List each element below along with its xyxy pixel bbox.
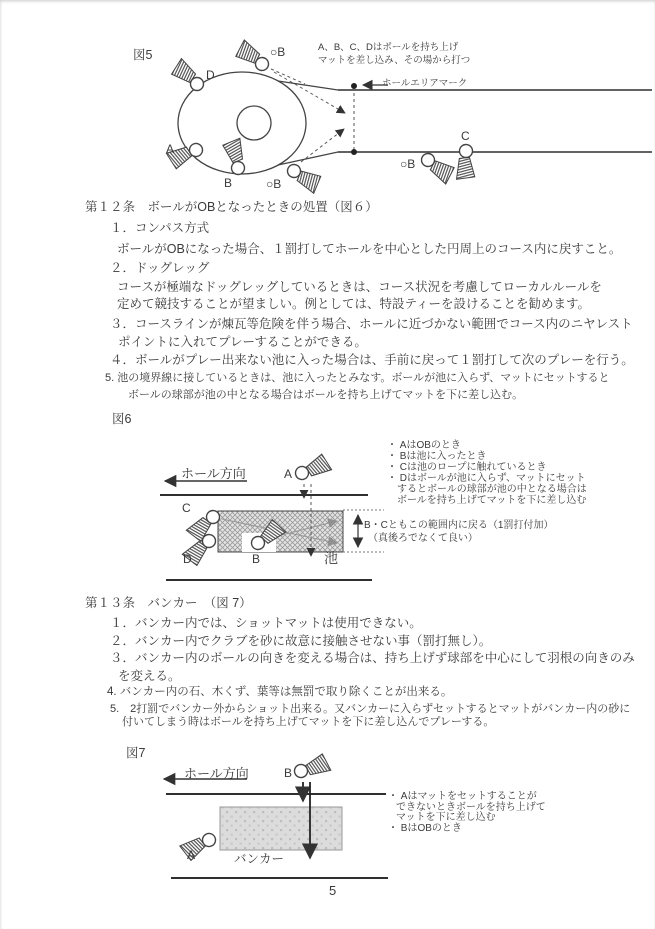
marker-label-a: A [187, 848, 196, 862]
article13-item5: 5. 2打罰でバンカー外からショット出来る。又バンカーに入らずセットするとマットがバンカー内の砂に [110, 703, 631, 715]
article12-item4: ４．ボールがプレー出来ない池に入った場合は、手前に戻って１罰打して次のプレーを行う。 [110, 353, 634, 367]
figure5-caption-line1: A、B、C、Dはボールを持ち上げ [318, 42, 459, 53]
article12-item3-text: ポイントに入れてプレーすることができる。 [118, 335, 367, 349]
ob-return-arrow-bottom [301, 129, 344, 162]
marker-label-b: B [224, 176, 233, 190]
shuttle-icon-d [169, 59, 207, 97]
ob-return-arrow-top [274, 72, 345, 113]
article13-item5-text: 付いてしまう時はボールを持ち上げてマットを下に差し込んでプレーする。 [122, 716, 495, 728]
figure6-note-d3: ボールを持ち上げてマットを下に差し込む [397, 495, 587, 506]
figure7-notes [388, 792, 546, 834]
hole-area-mark-label: ホールエリアマーク [382, 78, 468, 89]
article13-heading: 第１３条 バンカー （図 7） [85, 596, 252, 610]
article13-item4: 4. バンカー内の石、木くず、葉等は無罰で取り除くことが出来る。 [107, 686, 453, 698]
marker-label-a: A [284, 467, 293, 481]
article12-heading: 第１２条 ボールがOBとなったときの処置（図６） [85, 200, 378, 214]
figure7-label: 図7 [126, 746, 146, 760]
page-number: 5 [329, 883, 337, 898]
shuttle-icon-ob-top [233, 40, 272, 77]
article13-item1: １．バンカー内では、ショットマットは使用できない。 [110, 616, 422, 630]
marker-label-d: D [206, 68, 215, 82]
figure6-note-a: ・ AはOBのとき [387, 440, 461, 451]
figure6-note-d2: するとボールの球部が池の中となる場合は [397, 484, 587, 495]
article12-item2-text2: 定めて競技することが望ましい。例としては、特設ティーを設けることを勧めます。 [117, 297, 591, 311]
figure7-note-b: ・ BはOBのとき [388, 822, 462, 834]
pond-label: 池 [324, 550, 338, 566]
marker-label-c: C [182, 501, 191, 515]
marker-label-b: B [252, 552, 261, 566]
bunker-label: バンカー [234, 852, 285, 866]
shuttle-icon-a [292, 453, 332, 482]
article12-item2-text1: コースが極端なドッグレッグしているときは、コース状況を考慮してローカルルールを [117, 280, 602, 294]
shuttle-icon-c [456, 144, 477, 181]
figure7-note-a3: マットを下に差し込む [396, 812, 496, 823]
article13-item2: ２．バンカー内でクラブを砂に故意に接触させない事（罰打無し）。 [110, 634, 492, 648]
figure5-caption [318, 41, 470, 67]
ob-return-dash-1 [271, 69, 305, 84]
article12-item1: １．コンパス方式 [110, 221, 210, 235]
shuttle-icon-b [292, 753, 331, 780]
marker-label-ob-right: ○B [400, 157, 416, 171]
article12-item2: ２．ドッグレッグ [110, 261, 210, 275]
marker-label-ob-top: ○B [270, 45, 286, 59]
article12-item5: 5. 池の境界線に接しているときは、池に入ったとみなす。ボールが池に入らず、マットにセットすると [105, 372, 610, 384]
shuttle-icon-b [222, 138, 246, 176]
article12-item5-text: ボールの球部が池の中となる場合はボールを持ち上げてマットを下に差し込む。 [128, 389, 524, 401]
figure5-caption-line2: マットを差し込み、その場から打つ [318, 55, 471, 66]
figure6-range-note-line1: B・Cともこの範囲内に戻る（1罰打付加） [364, 520, 554, 531]
marker-label-ob-bottom: ○B [266, 177, 282, 191]
figure6-hole-direction: ホール方向 [181, 466, 246, 481]
figure6-range-note-line2: （真後ろでなくて良い） [368, 533, 478, 544]
figure5-label: 図5 [133, 48, 153, 62]
hole-circle [237, 106, 271, 140]
article13-item3: ３．バンカー内のボールの向きを変える場合は、持ち上げず球部を中心にして羽根の向きのみ [110, 651, 635, 665]
bunker-area [220, 807, 342, 850]
shuttle-icon-ob-right [419, 147, 458, 184]
marker-label-d: D [183, 552, 192, 566]
figure6-note-d: ・ Dはボールが池に入らず、マットにセット [387, 473, 586, 484]
article13-item3-text: を変える。 [118, 669, 181, 683]
figure6-notes [387, 440, 587, 506]
article12-item1-text: ボールがOBになった場合、１罰打してホールを中心とした円周上のコース内に戻すこと。 [117, 242, 622, 256]
shuttle-icon-ob-bottom [285, 158, 324, 193]
marker-label-c: C [461, 129, 470, 143]
marker-label-a: A [166, 142, 175, 156]
hole-area-mark-dot-top [351, 83, 357, 89]
figure6-range-note [364, 519, 553, 545]
shuttle-icon-a [180, 831, 220, 862]
figure6-label: 図6 [112, 412, 132, 426]
funnel-lines [278, 81, 338, 165]
article12-item3: ３．コースラインが煉瓦等危険を伴う場合、ホールに近づかない範囲でコース内のニヤレスト [110, 317, 633, 331]
figure7-hole-direction: ホール方向 [184, 766, 249, 781]
figure7-note-a2: できないときボールを持ち上げて [396, 801, 546, 813]
marker-label-b: B [284, 766, 293, 780]
hole-area-mark-dot-bottom [351, 149, 357, 155]
figure6-note-c: ・ Cは池のロープに触れているとき [387, 462, 547, 473]
figure7-note-a: ・ Aはマットをセットすることが [388, 791, 537, 802]
figure6-note-b: ・ Bは池に入ったとき [387, 451, 487, 462]
